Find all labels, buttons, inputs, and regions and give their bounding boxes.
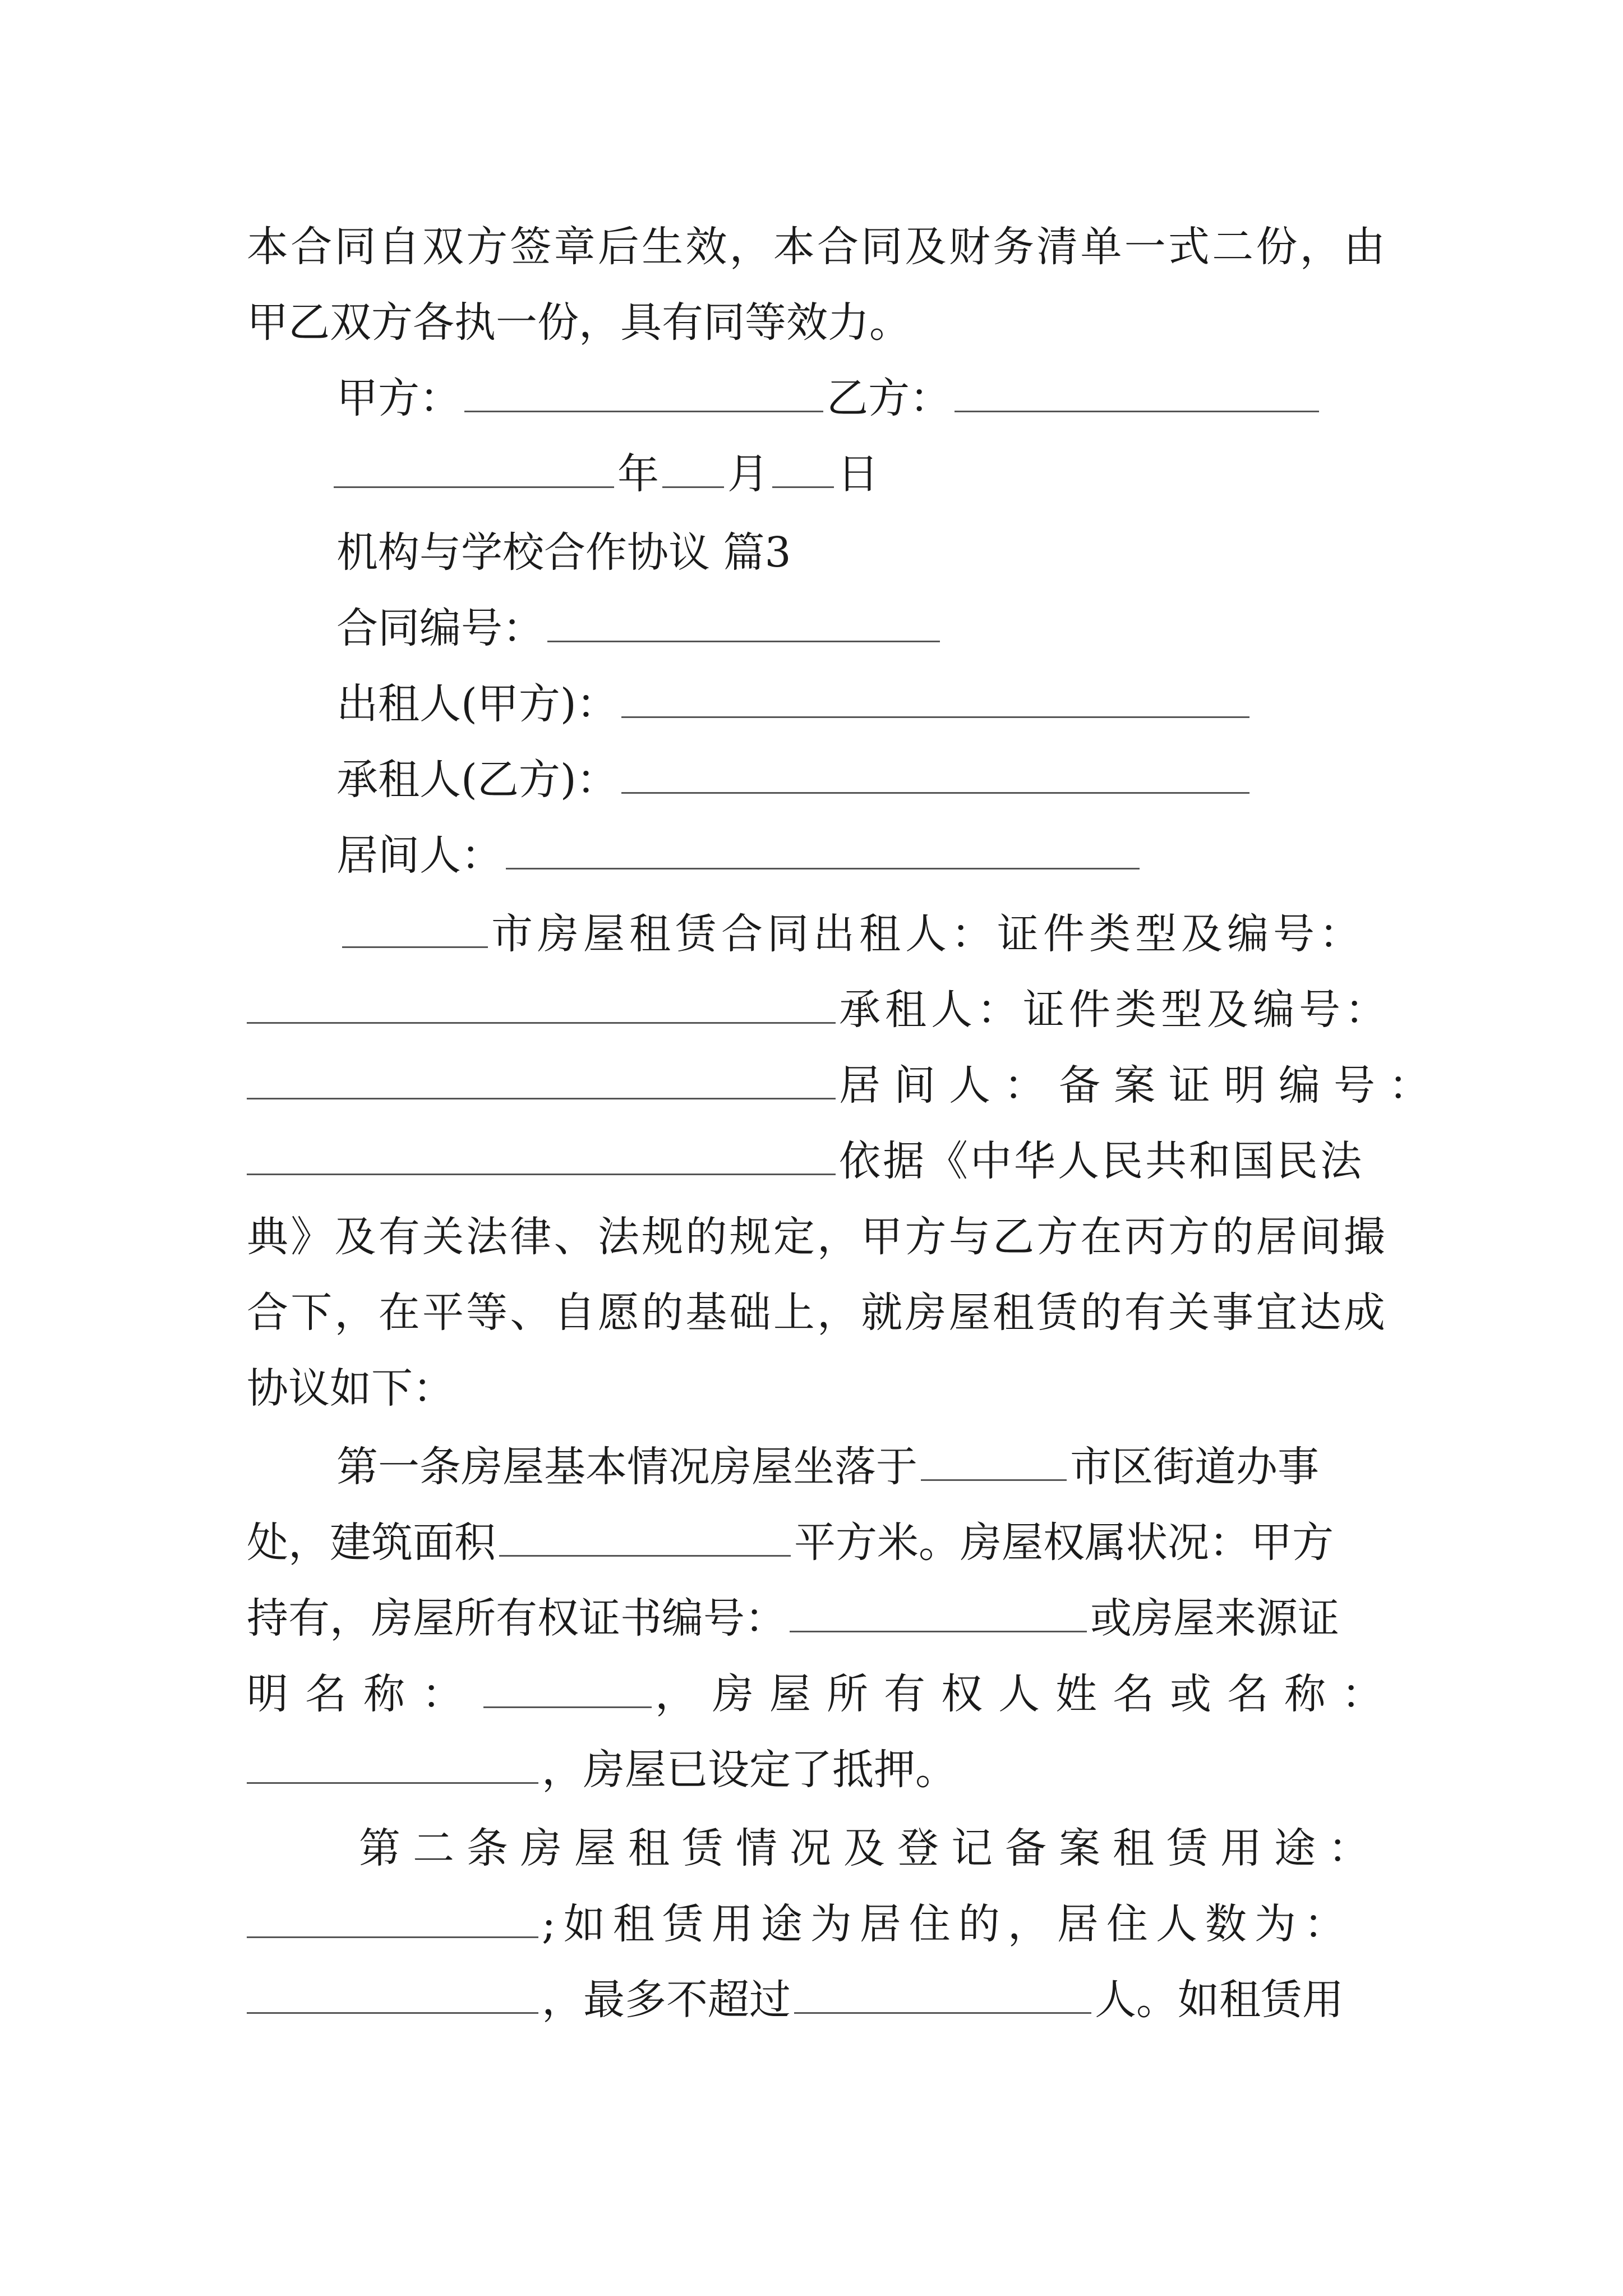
broker-blank[interactable] bbox=[506, 834, 1140, 869]
max-residents-blank[interactable] bbox=[794, 1978, 1091, 2014]
intro-line bbox=[342, 898, 1385, 970]
lessee-id-blank[interactable] bbox=[247, 1064, 836, 1099]
intro-line bbox=[247, 1125, 1385, 1198]
text: 合 下 ， 在 平 等 、 自 愿 的 基 础 上 ， 就 房 屋 租 赁 的 有 关 事 宜 达 成 bbox=[247, 1289, 1385, 1337]
area-blank[interactable] bbox=[499, 1521, 791, 1557]
article-2-line bbox=[359, 1812, 1385, 1885]
usage-blank[interactable] bbox=[247, 1903, 538, 1938]
date-line bbox=[334, 438, 1382, 510]
article-2-line bbox=[247, 1888, 1385, 1961]
party-a-blank[interactable] bbox=[464, 377, 823, 412]
text: ;如租赁用途为居住的，居住人数为： bbox=[542, 1900, 1353, 1948]
lessor-blank[interactable] bbox=[621, 683, 1249, 718]
lessee-blank[interactable] bbox=[621, 758, 1249, 794]
contract-no-line bbox=[336, 592, 1385, 665]
section-title bbox=[336, 516, 1385, 589]
text: ，最多不超过 bbox=[542, 1976, 791, 2024]
lessor-line bbox=[336, 668, 1385, 740]
text: 平方米。房屋权属状况：甲方 bbox=[794, 1519, 1334, 1567]
text: ，房屋所有权人姓名或名称： bbox=[655, 1670, 1399, 1718]
party-b-label: 乙方： bbox=[827, 374, 951, 422]
text: 典 》 及 有 关 法 律 、 法 规 的 规 定 ， 甲 方 与 乙 方 在 丙 方 的 居 间 撮 bbox=[247, 1213, 1385, 1261]
year-label: 年 bbox=[617, 450, 659, 498]
month-label: 月 bbox=[727, 450, 769, 498]
residents-blank[interactable] bbox=[247, 1978, 538, 2014]
text: 承租人：证件类型及编号： bbox=[839, 986, 1391, 1034]
intro-line bbox=[247, 1276, 1385, 1349]
intro-line bbox=[247, 1049, 1444, 1122]
text: 市房屋租赁合同出租人：证件类型及编号： bbox=[491, 910, 1365, 958]
owner-name-blank[interactable] bbox=[247, 1749, 538, 1784]
day-label: 日 bbox=[837, 450, 879, 498]
intro-line bbox=[247, 1200, 1385, 1273]
party-a-label: 甲方： bbox=[336, 374, 461, 422]
article-1-line bbox=[247, 1733, 1385, 1806]
year-blank[interactable] bbox=[334, 453, 614, 488]
certificate-no-blank[interactable] bbox=[790, 1597, 1087, 1632]
text: 明名称： bbox=[247, 1670, 480, 1718]
lessee-line bbox=[336, 743, 1385, 816]
signature-line bbox=[336, 362, 1385, 435]
location-blank[interactable] bbox=[921, 1446, 1067, 1481]
text: 或房屋来源证 bbox=[1090, 1594, 1339, 1642]
article-2-line bbox=[247, 1963, 1385, 2036]
text: 依据《中华人民共和国民法 bbox=[839, 1137, 1364, 1185]
intro-line bbox=[247, 1352, 1385, 1425]
paragraph-line bbox=[247, 210, 1385, 283]
text: 处，建筑面积 bbox=[247, 1519, 496, 1567]
city-blank[interactable] bbox=[342, 913, 488, 948]
intro-line bbox=[247, 973, 1391, 1046]
article-1-line bbox=[247, 1506, 1385, 1579]
text: 居间人：备案证明编号： bbox=[839, 1061, 1444, 1110]
text: 市区街道办事 bbox=[1070, 1443, 1319, 1491]
article-1-line bbox=[247, 1658, 1399, 1731]
text: 协议如下： bbox=[247, 1364, 454, 1412]
article-1-line bbox=[247, 1582, 1385, 1655]
text: 甲乙双方各执一份，具有同等效力。 bbox=[247, 298, 911, 347]
broker-id-blank[interactable] bbox=[247, 1140, 836, 1175]
lessor-id-blank[interactable] bbox=[247, 988, 836, 1024]
party-b-blank[interactable] bbox=[955, 377, 1319, 412]
broker-line bbox=[336, 819, 1385, 892]
source-name-blank[interactable] bbox=[483, 1673, 652, 1708]
text: 持有，房屋所有权证书编号： bbox=[247, 1594, 786, 1642]
day-blank[interactable] bbox=[772, 453, 834, 488]
article-1-line bbox=[336, 1430, 1385, 1503]
contract-no-label: 合同编号： bbox=[336, 604, 544, 652]
text: 人。如租赁用 bbox=[1095, 1976, 1344, 2024]
lessor-label: 出租人(甲方)： bbox=[336, 680, 618, 728]
broker-label: 居间人： bbox=[336, 831, 502, 880]
paragraph-line bbox=[247, 286, 1385, 359]
text: ，房屋已设定了抵押。 bbox=[542, 1746, 957, 1794]
text: 第二条房屋租赁情况及登记备案租赁用途： bbox=[359, 1824, 1382, 1872]
section-title-text: 机构与学校合作协议 篇3 bbox=[336, 528, 791, 577]
month-blank[interactable] bbox=[662, 453, 724, 488]
lessee-label: 承租人(乙方)： bbox=[336, 756, 618, 804]
contract-no-blank[interactable] bbox=[547, 607, 940, 642]
text: 本 合 同 自 双 方 签 章 后 生 效 ， 本 合 同 及 财 务 清 单 一 式 二 份 ， 由 bbox=[247, 223, 1385, 271]
text: 第一条房屋基本情况房屋坐落于 bbox=[336, 1443, 917, 1491]
